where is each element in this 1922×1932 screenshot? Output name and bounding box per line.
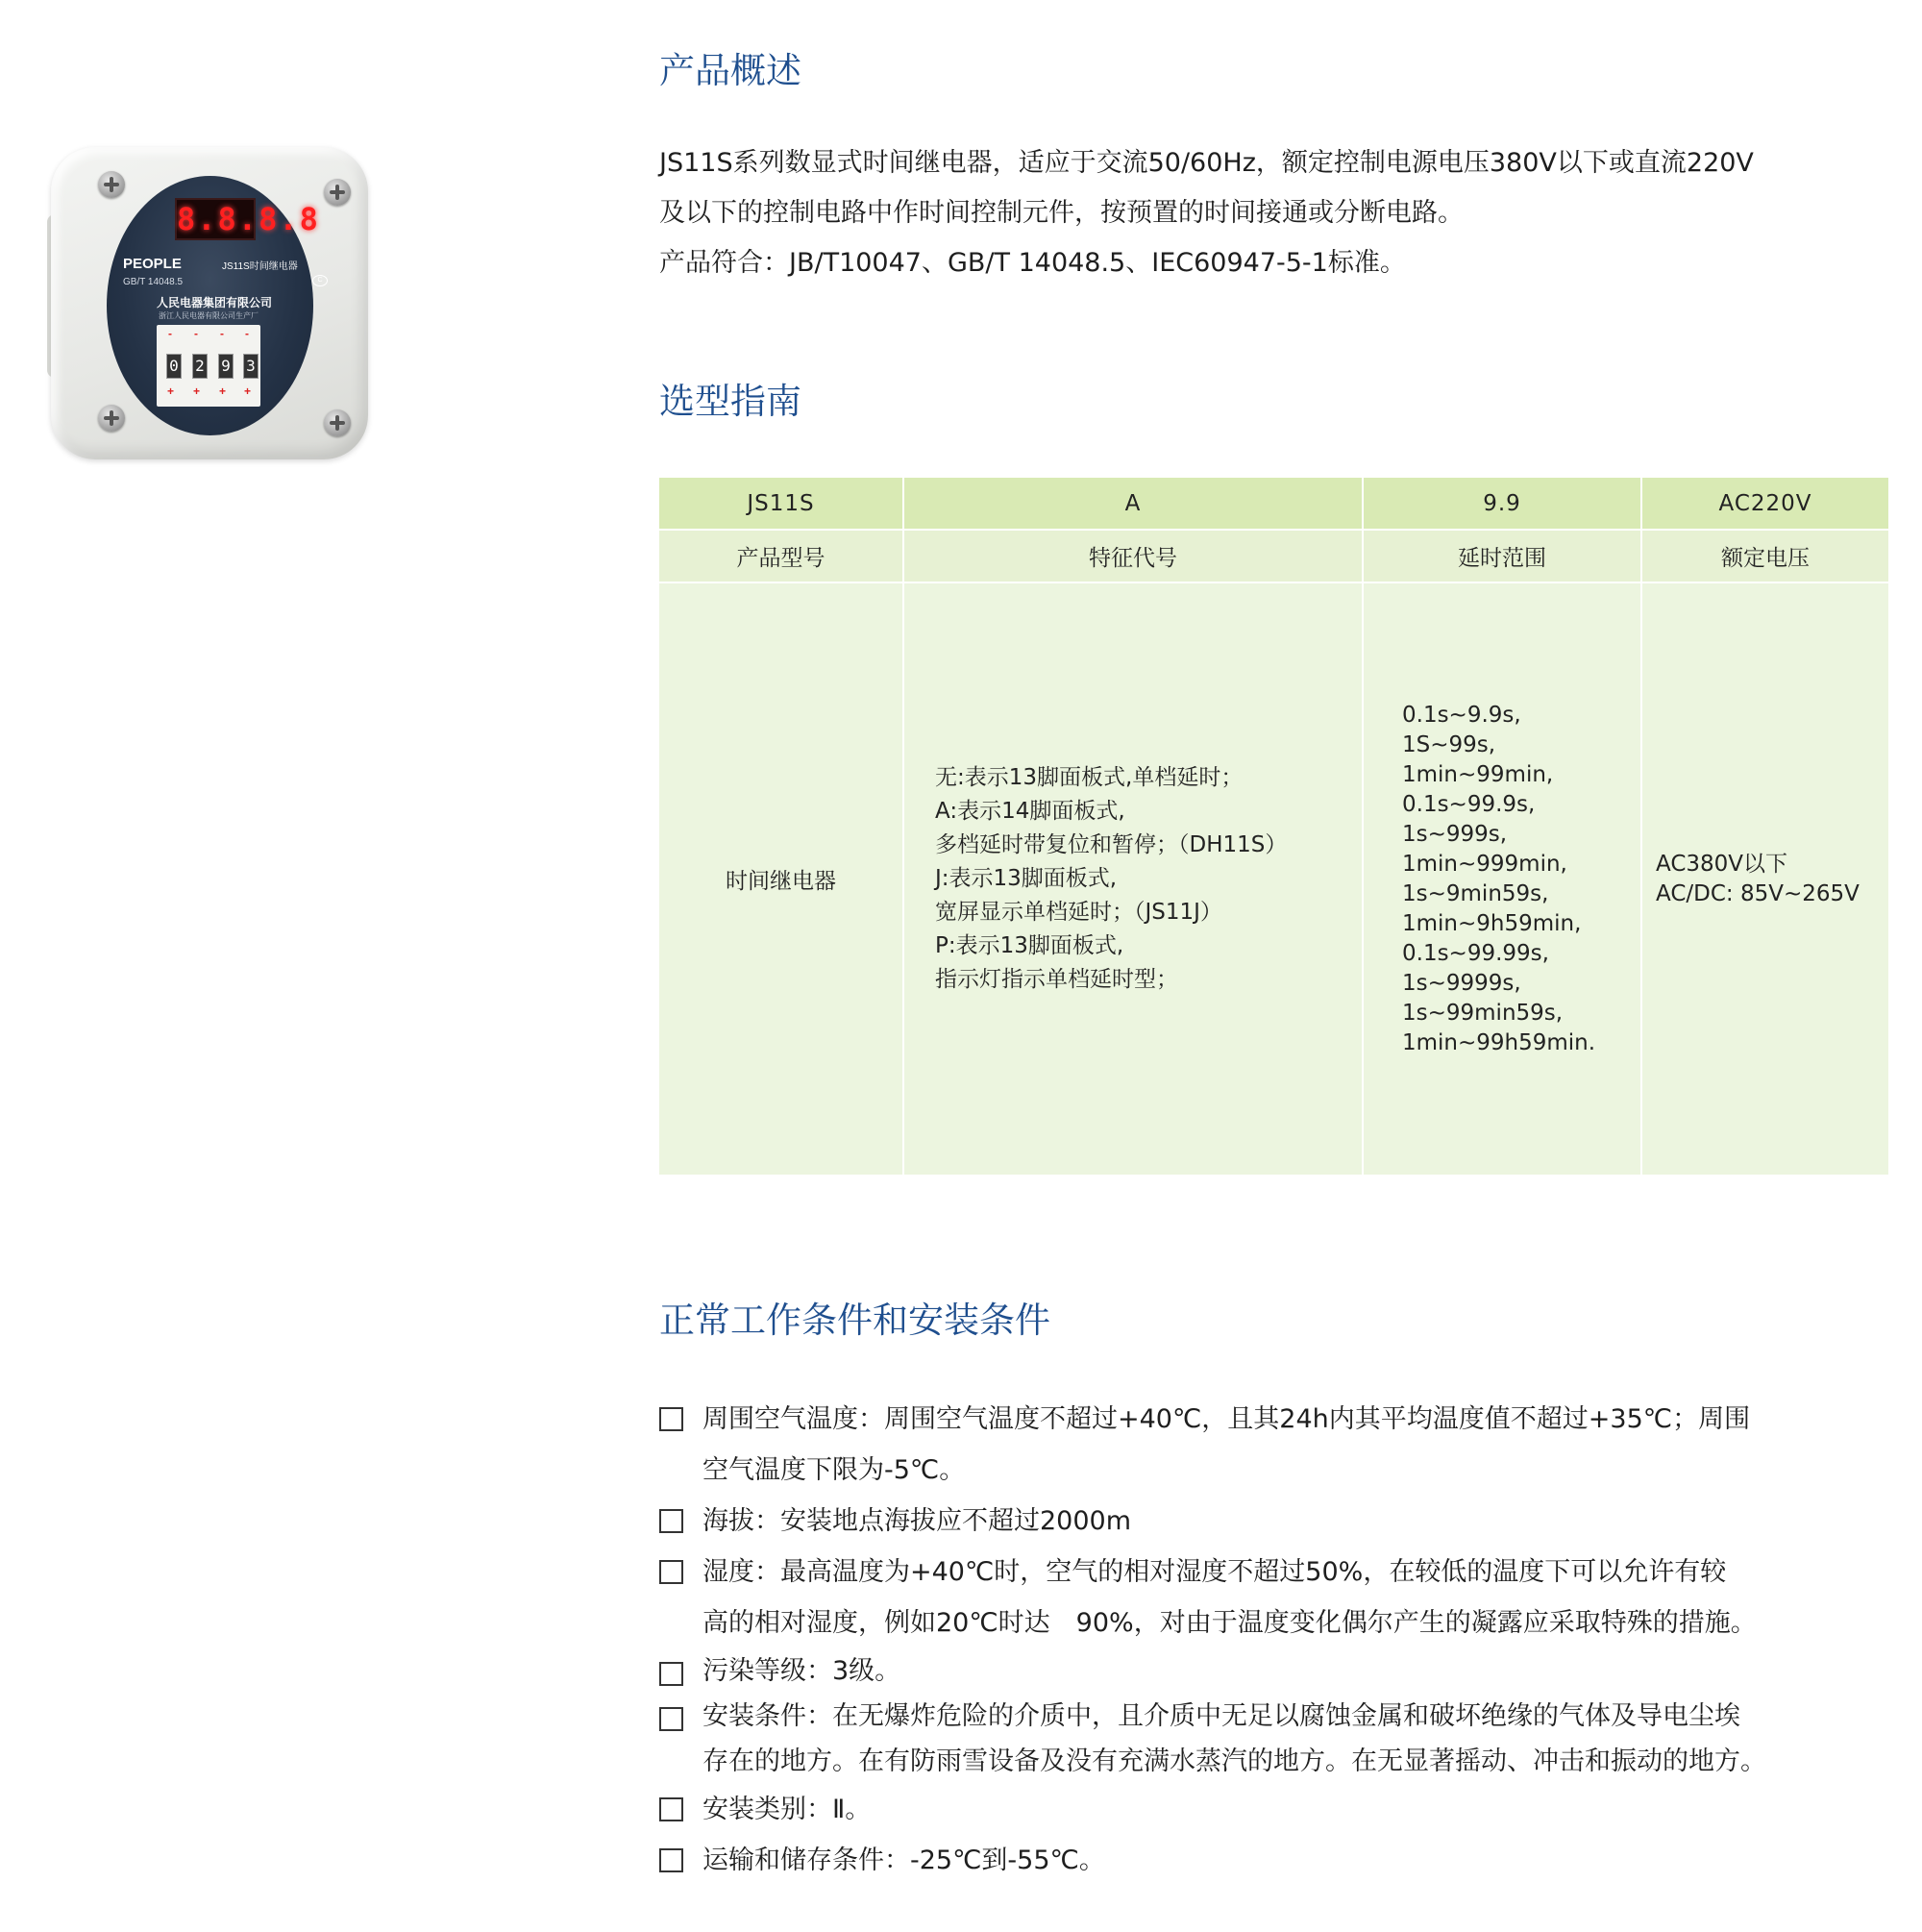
code-model: JS11S bbox=[659, 478, 903, 530]
overview-line: JS11S系列数显式时间继电器，适应于交流50/60Hz，额定控制电源电压380V以下或直流220V bbox=[659, 148, 1754, 178]
selection-title: 选型指南 bbox=[659, 381, 801, 422]
feature-line: 宽屏显示单档延时；（JS11J） bbox=[935, 900, 1222, 925]
overview-body bbox=[659, 138, 1909, 288]
label-range: 延时范围 bbox=[1363, 530, 1641, 582]
label-voltage: 额定电压 bbox=[1641, 530, 1888, 582]
range-line: 1min~99min, bbox=[1402, 761, 1554, 787]
minus-icon: - bbox=[168, 327, 172, 340]
thumbwheel-digit: 2 bbox=[192, 354, 208, 379]
range-line: 1s~999s, bbox=[1402, 821, 1508, 847]
thumbwheel-digit: 9 bbox=[218, 354, 234, 379]
device-company-sub: 浙江人民电器有限公司生产厂 bbox=[159, 311, 259, 320]
list-item bbox=[659, 1835, 1922, 1886]
list-item bbox=[659, 1694, 1922, 1784]
table-row-labels bbox=[659, 530, 1888, 582]
overview-title: 产品概述 bbox=[659, 50, 801, 91]
plus-icon: + bbox=[244, 384, 252, 398]
condition-text: 空气温度下限为-5℃。 bbox=[702, 1455, 966, 1485]
feature-line: P:表示13脚面板式, bbox=[935, 933, 1124, 958]
list-item bbox=[659, 1496, 1922, 1547]
table-row-codes bbox=[659, 478, 1888, 530]
conditions-list bbox=[659, 1394, 1922, 1886]
voltage-line: AC380V以下 bbox=[1656, 851, 1788, 877]
label-feature: 特征代号 bbox=[903, 530, 1363, 582]
condition-text: 存在的地方。在有防雨雪设备及没有充满水蒸汽的地方。在无显著摇动、冲击和振动的地方。 bbox=[702, 1746, 1766, 1776]
checkbox-icon bbox=[659, 1707, 683, 1731]
range-line: 1s~9999s, bbox=[1402, 970, 1521, 996]
minus-icon: - bbox=[194, 327, 198, 340]
feature-codes-cell bbox=[903, 582, 1363, 1176]
code-range: 9.9 bbox=[1363, 478, 1641, 530]
range-line: 0.1s~99.9s, bbox=[1402, 791, 1536, 817]
range-line: 1min~99h59min. bbox=[1402, 1029, 1596, 1055]
condition-text: 湿度：最高温度为+40℃时，空气的相对湿度不超过50%，在较低的温度下可以允许有较 bbox=[702, 1557, 1727, 1587]
label-model: 产品型号 bbox=[659, 530, 903, 582]
thumbwheel-digit: 3 bbox=[243, 354, 259, 379]
conditions-title: 正常工作条件和安装条件 bbox=[659, 1300, 1050, 1341]
list-item bbox=[659, 1394, 1922, 1496]
condition-text: 污染等级：3级。 bbox=[702, 1656, 901, 1686]
condition-text: 周围空气温度：周围空气温度不超过+40℃，且其24h内其平均温度值不超过+35℃；周围 bbox=[702, 1404, 1751, 1434]
feature-line: 无:表示13脚面板式,单档延时； bbox=[935, 765, 1244, 790]
checkbox-icon bbox=[659, 1407, 683, 1431]
selection-table bbox=[659, 478, 1888, 1177]
checkbox-icon bbox=[659, 1662, 683, 1686]
feature-line: A:表示14脚面板式, bbox=[935, 799, 1125, 824]
list-item bbox=[659, 1547, 1922, 1648]
ccc-mark-icon: C bbox=[312, 275, 328, 286]
screw-icon bbox=[324, 409, 351, 436]
voltage-line: AC/DC: 85V~265V bbox=[1656, 880, 1860, 906]
checkbox-icon bbox=[659, 1797, 683, 1821]
screw-icon bbox=[324, 179, 351, 206]
led-display: 8.8.8.8 bbox=[175, 198, 256, 240]
feature-line: J:表示13脚面板式, bbox=[935, 866, 1118, 891]
plus-icon: + bbox=[193, 384, 201, 398]
range-line: 1s~99min59s, bbox=[1402, 1000, 1564, 1026]
feature-line: 指示灯指示单档延时型； bbox=[935, 967, 1178, 992]
list-item bbox=[659, 1648, 1922, 1694]
minus-icon: - bbox=[245, 327, 249, 340]
thumbwheel-switch bbox=[157, 325, 260, 407]
range-line: 1s~9min59s, bbox=[1402, 880, 1549, 906]
condition-text: 海拔：安装地点海拔应不超过2000m bbox=[702, 1506, 1132, 1536]
screw-icon bbox=[98, 171, 125, 198]
rated-voltage-cell bbox=[1641, 582, 1888, 1176]
device-brand: PEOPLE bbox=[123, 256, 182, 272]
range-line: 1min~999min, bbox=[1402, 851, 1567, 877]
minus-icon: - bbox=[220, 327, 224, 340]
thumbwheel-digit: 0 bbox=[166, 354, 182, 379]
screw-icon bbox=[98, 405, 125, 432]
device-standard: GB/T 14048.5 bbox=[123, 277, 184, 287]
range-line: 0.1s~99.99s, bbox=[1402, 940, 1549, 966]
product-image bbox=[51, 147, 368, 459]
condition-text: 高的相对湿度，例如20℃时达 90%，对由于温度变化偶尔产生的凝露应采取特殊的措施。 bbox=[702, 1608, 1757, 1638]
plus-icon: + bbox=[219, 384, 227, 398]
plus-icon: + bbox=[167, 384, 175, 398]
condition-text: 安装类别：Ⅱ。 bbox=[702, 1795, 872, 1824]
feature-line: 多档延时带复位和暂停；（DH11S） bbox=[935, 832, 1288, 857]
overview-line: 产品符合：JB/T10047、GB/T 14048.5、IEC60947-5-1标准。 bbox=[659, 248, 1406, 278]
range-line: 1min~9h59min, bbox=[1402, 910, 1582, 936]
code-feature: A bbox=[903, 478, 1363, 530]
range-line: 0.1s~9.9s, bbox=[1402, 702, 1521, 728]
checkbox-icon bbox=[659, 1509, 683, 1533]
checkbox-icon bbox=[659, 1848, 683, 1872]
checkbox-icon bbox=[659, 1560, 683, 1584]
delay-range-cell bbox=[1363, 582, 1641, 1176]
device-company: 人民电器集团有限公司 bbox=[157, 296, 273, 310]
product-name-cell: 时间继电器 bbox=[659, 582, 903, 1176]
overview-line: 及以下的控制电路中作时间控制元件，按预置的时间接通或分断电路。 bbox=[659, 198, 1464, 228]
list-item bbox=[659, 1784, 1922, 1835]
code-voltage: AC220V bbox=[1641, 478, 1888, 530]
condition-text: 运输和储存条件：-25℃到-55℃。 bbox=[702, 1845, 1105, 1875]
table-row-details bbox=[659, 582, 1888, 1176]
condition-text: 安装条件：在无爆炸危险的介质中，且介质中无足以腐蚀金属和破坏绝缘的气体及导电尘埃 bbox=[702, 1701, 1740, 1731]
device-model: JS11S时间继电器 bbox=[222, 261, 298, 272]
range-line: 1S~99s, bbox=[1402, 731, 1496, 757]
